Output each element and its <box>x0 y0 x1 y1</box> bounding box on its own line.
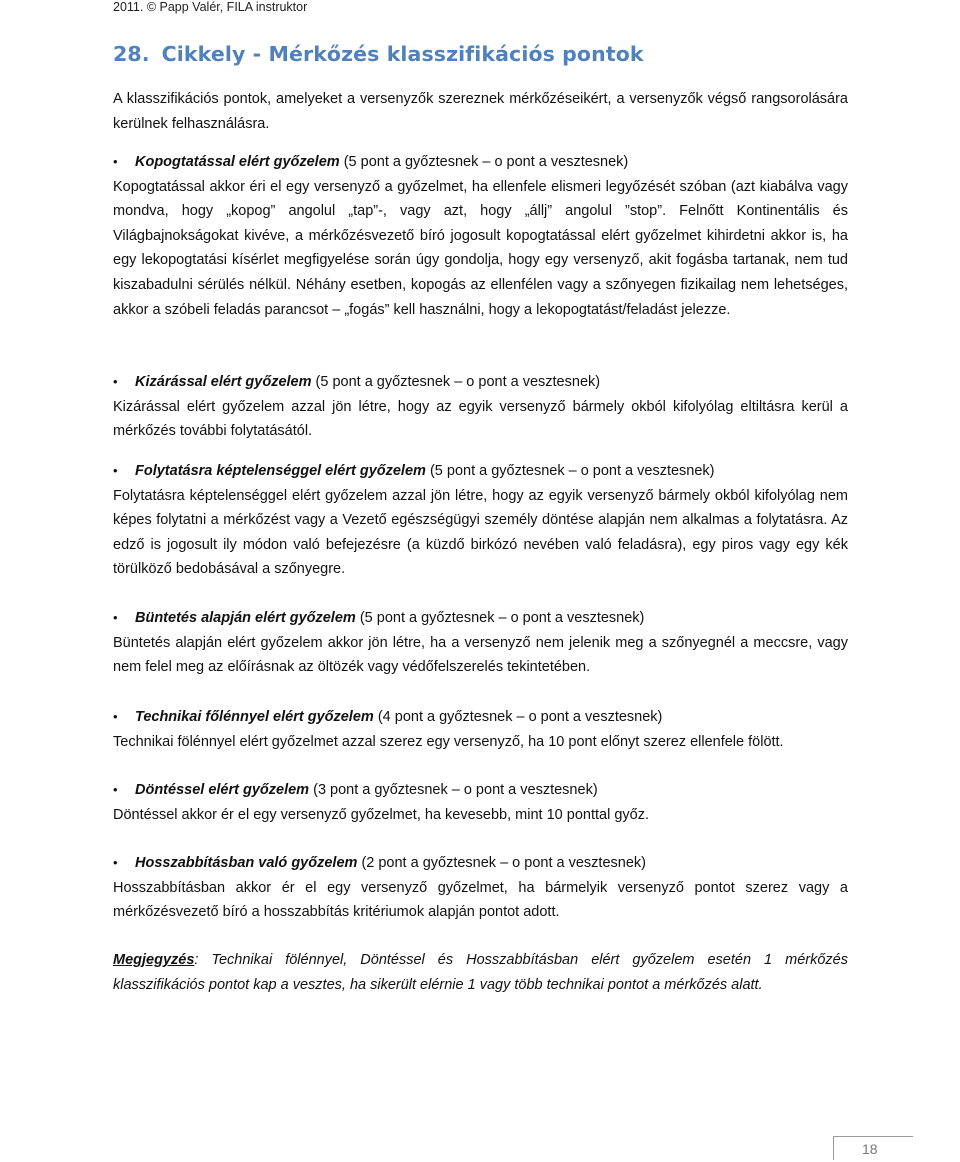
section-points: (5 pont a győztesnek – o pont a vesztesnek) <box>429 463 715 479</box>
section-kopogtatas <box>113 150 848 322</box>
section-body: Folytatásra képtelenséggel elért győzelem azzal jön létre, hogy az egyik versenyző bármely okból kifolyólag nem képes folytatni a mérkőzést vagy a Vezető egészségügyi személy döntése alapján nem alkalmas a folytatásra. Az edző is jogosult ily módon való befejezésre (a küzdő birkózó nevében való feladásra), egy piros vagy egy kék törülköző bedobásával a szőnyegre. <box>113 487 848 578</box>
intro-text: A klasszifikációs pontok, amelyeket a versenyzők szereznek mérkőzéseikért, a versenyzők végső rangsorolására kerülnek felhasználásra. <box>113 91 848 132</box>
section-term: Technikai főlénnyel elért győzelem <box>135 709 374 725</box>
section-points: (2 pont a győztesnek – o pont a vesztesnek) <box>361 855 646 871</box>
section-title-line <box>113 459 848 484</box>
section-title-line <box>113 851 848 876</box>
note-paragraph <box>113 948 848 997</box>
section-term: Kizárással elért győzelem <box>135 374 312 390</box>
section-title-line <box>113 370 848 395</box>
article-number: 28. <box>113 42 150 66</box>
note-line <box>113 948 848 997</box>
bullet-icon: • <box>113 463 118 478</box>
note-label: Megjegyzés <box>113 952 195 968</box>
section-body: Büntetés alapján elért győzelem akkor jön létre, ha a versenyző nem jelenik meg a szőnyegnél a meccsre, vagy nem felel meg az előírásnak az öltözék vagy védőfelszerelés tekintetében. <box>113 634 848 676</box>
bullet-icon: • <box>113 610 118 625</box>
section-buntetes <box>113 606 848 680</box>
page-number: 18 <box>862 1141 878 1157</box>
article-heading <box>113 42 644 66</box>
section-body: Technikai fölénnyel elért győzelmet azzal szerez egy versenyző, ha 10 pont előnyt szerez ellenfele fölött. <box>113 733 784 750</box>
section-term: Döntéssel elért győzelem <box>135 782 310 798</box>
section-points: (5 pont a győztesnek – o pont a vesztesnek) <box>315 374 601 390</box>
section-donteses <box>113 778 848 827</box>
section-points: (3 pont a győztesnek – o pont a vesztesnek) <box>313 782 598 798</box>
section-term: Büntetés alapján elért győzelem <box>135 610 356 626</box>
section-points: (5 pont a győztesnek – o pont a vesztesnek) <box>343 154 629 170</box>
section-title-line <box>113 150 848 175</box>
article-title: Cikkely - Mérkőzés klasszifikációs pontok <box>161 42 644 66</box>
section-term: Hosszabbításban való győzelem <box>135 855 358 871</box>
section-title-line <box>113 778 848 803</box>
section-points: (5 pont a győztesnek – o pont a vesztesnek) <box>359 610 645 626</box>
section-body: Hosszabbításban akkor ér el egy versenyző győzelmet, ha bármelyik versenyző pontot szerez vagy a mérkőzésvezető bíró a hosszabbítás kritériumok alapján pontot adott. <box>113 879 848 921</box>
section-body: Kizárással elért győzelem azzal jön létre, hogy az egyik versenyző bármely okból kifolyólag eltiltásra kerül a mérkőzés további folytatásától. <box>113 398 848 440</box>
section-title-line <box>113 606 848 631</box>
section-technikai-foleny <box>113 705 848 754</box>
section-hosszabbitas <box>113 851 848 925</box>
section-points: (4 pont a győztesnek – o pont a vesztesnek) <box>377 709 663 725</box>
bullet-icon: • <box>113 374 118 389</box>
bullet-icon: • <box>113 782 118 797</box>
section-body: Kopogtatással akkor éri el egy versenyző a győzelmet, ha ellenfele elismeri legyőzését szóban (azt kiabálva vagy mondva, hogy „kopog” angolul „tap”-, vagy azt, hogy „állj” angolul ”stop”. Felnőtt Kontinentális és Világbajnokságokat kivéve, a mérkőzésvezető bíró jogosult kopogtatással elért győzelmet kihirdetni akkor is, ha egy lekopogtatási kísérlet megfigyelése során úgy gondolja, hogy egy versenyző, akit fogásba tartanak, nem tud kiszabadulni sérülés nélkül. Néhány esetben, kopogás az ellenfélen vagy a szőnyegen fizikailag nem lehetséges, akkor a szóbeli feladás parancsot – „fogás” kell használni, hogy a lekopogtatást/feladást jelezze. <box>113 178 848 318</box>
intro-paragraph <box>113 87 848 136</box>
section-body: Döntéssel akkor ér el egy versenyző győzelmet, ha kevesebb, mint 10 ponttal győz. <box>113 806 649 823</box>
section-term: Folytatásra képtelenséggel elért győzelem <box>135 463 426 479</box>
bullet-icon: • <box>113 154 118 169</box>
section-folytatasra-keptelenseg <box>113 459 848 582</box>
bullet-icon: • <box>113 855 118 870</box>
section-title-line <box>113 705 848 730</box>
section-kizaras <box>113 370 848 444</box>
running-header: 2011. © Papp Valér, FILA instruktor <box>113 0 308 14</box>
bullet-icon: • <box>113 709 118 724</box>
section-term: Kopogtatással elért győzelem <box>135 154 340 170</box>
note-text: : Technikai fölénnyel, Döntéssel és Hosszabbításban elért győzelem esetén 1 mérkőzés klasszifikációs pontot kap a vesztes, ha sikerült elérnie 1 vagy több technikai pontot a mérkőzés alatt. <box>113 952 848 993</box>
